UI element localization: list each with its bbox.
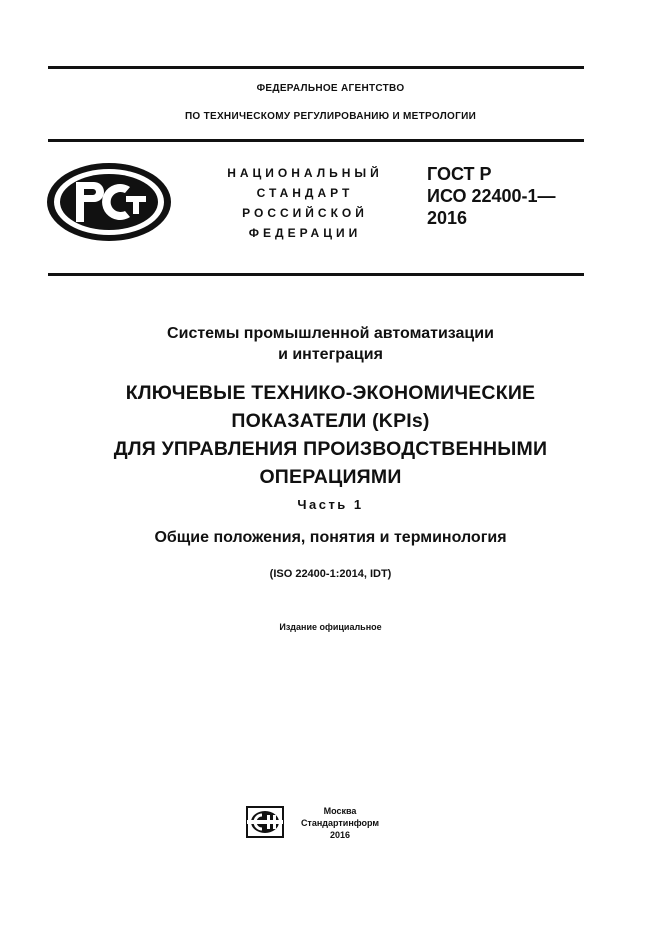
iso-reference: (ISO 22400-1:2014, IDT) <box>269 568 392 580</box>
edition-label: Издание официальное <box>279 622 382 632</box>
subtitle: Общие положения, понятия и терминология <box>154 529 507 546</box>
designation-line3: 2016 <box>427 208 468 228</box>
main-title-line1: КЛЮЧЕВЫЕ ТЕХНИКО-ЭКОНОМИЧЕСКИЕ <box>125 382 536 404</box>
publisher-logo <box>246 806 284 838</box>
publisher-year: 2016 <box>329 830 351 840</box>
main-title <box>0 379 661 491</box>
series-title <box>0 323 661 365</box>
standartinform-logo-icon <box>246 806 284 838</box>
standard-designation <box>427 163 556 229</box>
part-number: Часть 1 <box>297 497 364 512</box>
top-rule <box>48 66 584 69</box>
main-title-line4: ОПЕРАЦИЯМИ <box>259 466 402 488</box>
publisher-name: Стандартинформ <box>300 818 380 828</box>
main-title-line3: ДЛЯ УПРАВЛЕНИЯ ПРОИЗВОДСТВЕННЫМИ <box>113 438 548 460</box>
main-title-line2: ПОКАЗАТЕЛИ (KPIs) <box>231 410 430 432</box>
designation-line2: ИСО 22400-1— <box>427 186 556 206</box>
agency-name-line1: ФЕДЕРАЛЬНОЕ АГЕНТСТВО <box>256 83 405 94</box>
header-rule <box>48 273 584 276</box>
agency-rule <box>48 139 584 142</box>
gost-r-logo <box>44 160 174 244</box>
publisher-info <box>300 805 380 841</box>
series-title-line2: и интеграция <box>278 346 383 363</box>
standard-type-line1: НАЦИОНАЛЬНЫЙ <box>227 166 383 180</box>
publisher-city: Москва <box>323 806 357 816</box>
standard-type-line2: СТАНДАРТ <box>256 186 354 200</box>
standard-type-line3: РОССИЙСКОЙ <box>242 206 368 220</box>
designation-line1: ГОСТ Р <box>427 164 492 184</box>
agency-name-line2: ПО ТЕХНИЧЕСКОМУ РЕГУЛИРОВАНИЮ И МЕТРОЛОГИИ <box>184 111 477 122</box>
series-title-line1: Системы промышленной автоматизации <box>167 325 494 342</box>
standard-type-line4: ФЕДЕРАЦИИ <box>248 226 362 240</box>
gost-r-logo-icon <box>44 160 174 244</box>
